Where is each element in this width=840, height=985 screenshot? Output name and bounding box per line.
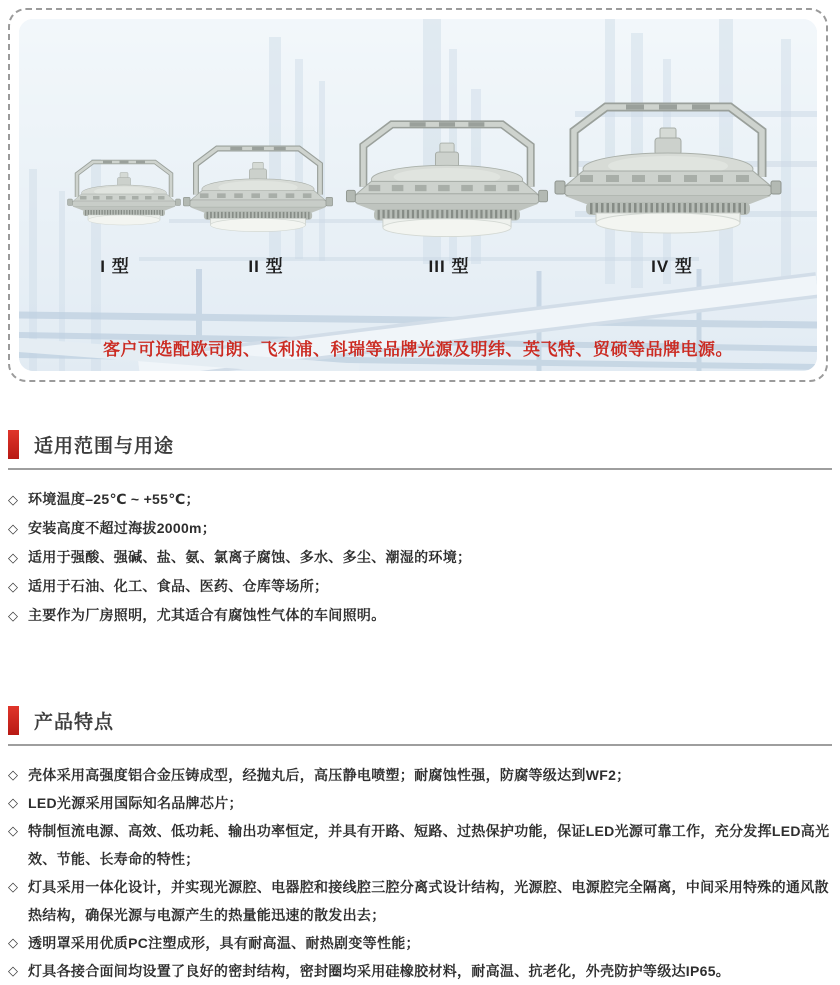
feature-item [8, 817, 832, 873]
section-features-header [8, 706, 832, 746]
scope-item [8, 514, 832, 543]
features-bullet-list [8, 761, 832, 985]
scope-item-text: 适用于强酸、强碱、盐、氨、氯离子腐蚀、多水、多尘、潮湿的环境； [28, 549, 472, 565]
scope-item [8, 572, 832, 601]
diamond-bullet-icon: ◇ [8, 550, 18, 565]
feature-item [8, 957, 832, 985]
scope-item [8, 601, 832, 630]
section-accent-bar [8, 430, 19, 459]
scope-item-text: 环境温度–25℃ ~ +55℃； [28, 491, 200, 507]
diamond-bullet-icon: ◇ [8, 492, 18, 507]
diamond-bullet-icon: ◇ [8, 935, 18, 950]
scope-item-text: 适用于石油、化工、食品、医药、仓库等场所； [28, 578, 329, 594]
diamond-bullet-icon: ◇ [8, 579, 18, 594]
scope-item [8, 485, 832, 514]
diamond-bullet-icon: ◇ [8, 879, 18, 894]
feature-item [8, 761, 832, 789]
diamond-bullet-icon: ◇ [8, 823, 18, 838]
industrial-background-image [19, 19, 817, 371]
section-title: 适用范围与用途 [34, 436, 175, 457]
feature-item-text: 灯具各接合面间均设置了良好的密封结构，密封圈均采用硅橡胶材料，耐高温、抗老化，外壳防护等级达IP65。 [28, 963, 731, 979]
diamond-bullet-icon: ◇ [8, 795, 18, 810]
feature-item-text: LED光源采用国际知名品牌芯片； [28, 795, 243, 811]
section-scope [8, 430, 832, 630]
model-label-4: IV 型 [651, 257, 693, 276]
section-accent-bar [8, 706, 19, 735]
diamond-bullet-icon: ◇ [8, 521, 18, 536]
section-features [8, 706, 832, 985]
model-label-1: I 型 [100, 257, 130, 276]
model-label-2: II 型 [248, 257, 284, 276]
feature-item [8, 873, 832, 929]
feature-item-text: 壳体采用高强度铝合金压铸成型，经抛丸后，高压静电喷塑；耐腐蚀性强，防腐等级达到WF2； [28, 767, 631, 783]
scope-item-text: 安装高度不超过海拔2000m； [28, 520, 217, 536]
scope-item-text: 主要作为厂房照明，尤其适合有腐蚀性气体的车间照明。 [28, 607, 386, 623]
section-title: 产品特点 [34, 712, 115, 733]
section-scope-header [8, 430, 832, 470]
feature-item [8, 789, 832, 817]
scope-bullet-list [8, 485, 832, 630]
product-photo-panel [8, 8, 828, 382]
feature-item-text: 灯具采用一体化设计，并实现光源腔、电器腔和接线腔三腔分离式设计结构，光源腔、电源腔完全隔离，中间采用特殊的通风散热结构，确保光源与电源产生的热量能迅速的散发出去； [28, 879, 829, 923]
model-label-3: III 型 [428, 257, 470, 276]
industrial-scene-photo [19, 19, 817, 371]
feature-item [8, 929, 832, 957]
feature-item-text: 特制恒流电源、高效、低功耗、输出功率恒定，并具有开路、短路、过热保护功能，保证LED光源可靠工作，充分发挥LED高光效、节能、长寿命的特性； [28, 823, 830, 867]
brand-options-caption: 客户可选配欧司朗、飞利浦、科瑞等品牌光源及明纬、英飞特、贸硕等品牌电源。 [103, 340, 733, 359]
feature-item-text: 透明罩采用优质PC注塑成形，具有耐高温、耐热剧变等性能； [28, 935, 420, 951]
diamond-bullet-icon: ◇ [8, 608, 18, 623]
diamond-bullet-icon: ◇ [8, 963, 18, 978]
diamond-bullet-icon: ◇ [8, 767, 18, 782]
scope-item [8, 543, 832, 572]
